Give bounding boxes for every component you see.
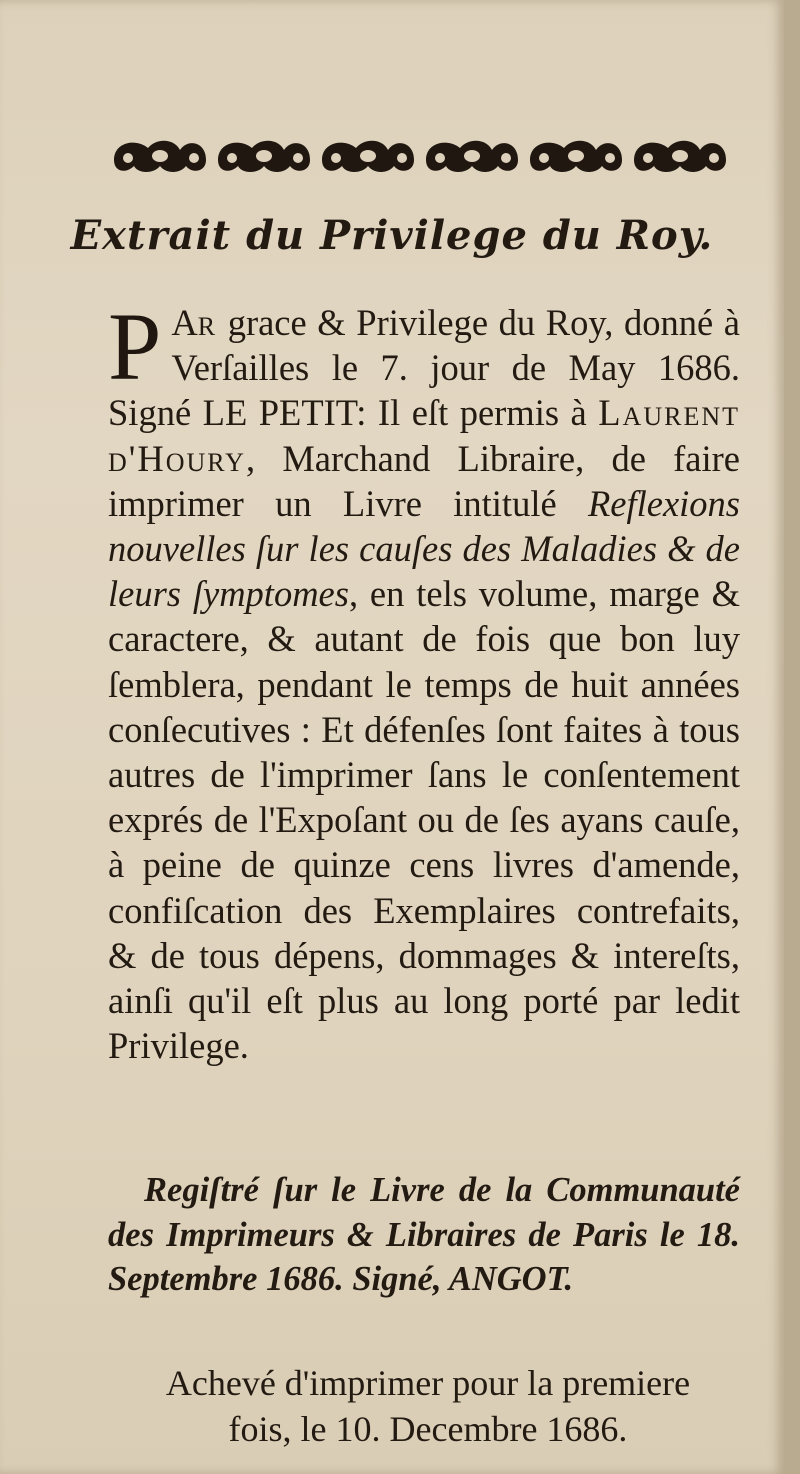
printing-completion-note bbox=[108, 1360, 748, 1452]
completion-line-1: Achevé d'imprimer pour la premiere bbox=[165, 1363, 691, 1403]
text-run: , Marchand Libraire, de faire imprimer un Livre intitulé bbox=[108, 437, 740, 524]
text-run: grace & Privilege du Roy, donné à Verſailles le 7. jour de May 1686. Signé bbox=[108, 302, 740, 434]
drop-cap: P bbox=[108, 293, 162, 400]
text-run: A bbox=[171, 302, 198, 343]
text-run: : Il eſt permis à bbox=[356, 392, 599, 434]
privilege-paragraph bbox=[108, 293, 740, 1068]
book-title: Reflexions nouvelles ſur les cauſes des Maladies & de leurs ſymptomes bbox=[108, 482, 740, 615]
printers-ornament-band bbox=[108, 130, 730, 178]
text-run-small-caps: r bbox=[197, 302, 218, 343]
publisher-name: Laurent d'Houry bbox=[108, 392, 740, 479]
completion-line-2: fois, le 10. Decembre 1686. bbox=[228, 1409, 628, 1449]
registration-paragraph: Regiſtré ſur le Livre de la Communauté des Imprimeurs & Libraires de Paris le 18. Septembre 1686. Signé, ANGOT. bbox=[108, 1171, 740, 1298]
section-heading: Extrait du Privilege du Roy. bbox=[70, 212, 714, 259]
signer-name: LE PETIT bbox=[202, 392, 357, 434]
text-run: , en tels volume, marge & caractere, & autant de fois que bon luy ſemblera, pendant le temps de huit années conſecutives : Et défenſes ſont faites à tous autres de l'imprimer ſans le conſentement exprés de l'Expoſant ou de ſes ayans cauſe, à peine de quinze cens livres d'amende, confiſcation des Exemplaires contrefaits, & de tous dépens, dommages & intereſts, ainſi qu'il eſt plus au long porté par ledit Privilege. bbox=[108, 573, 740, 1067]
